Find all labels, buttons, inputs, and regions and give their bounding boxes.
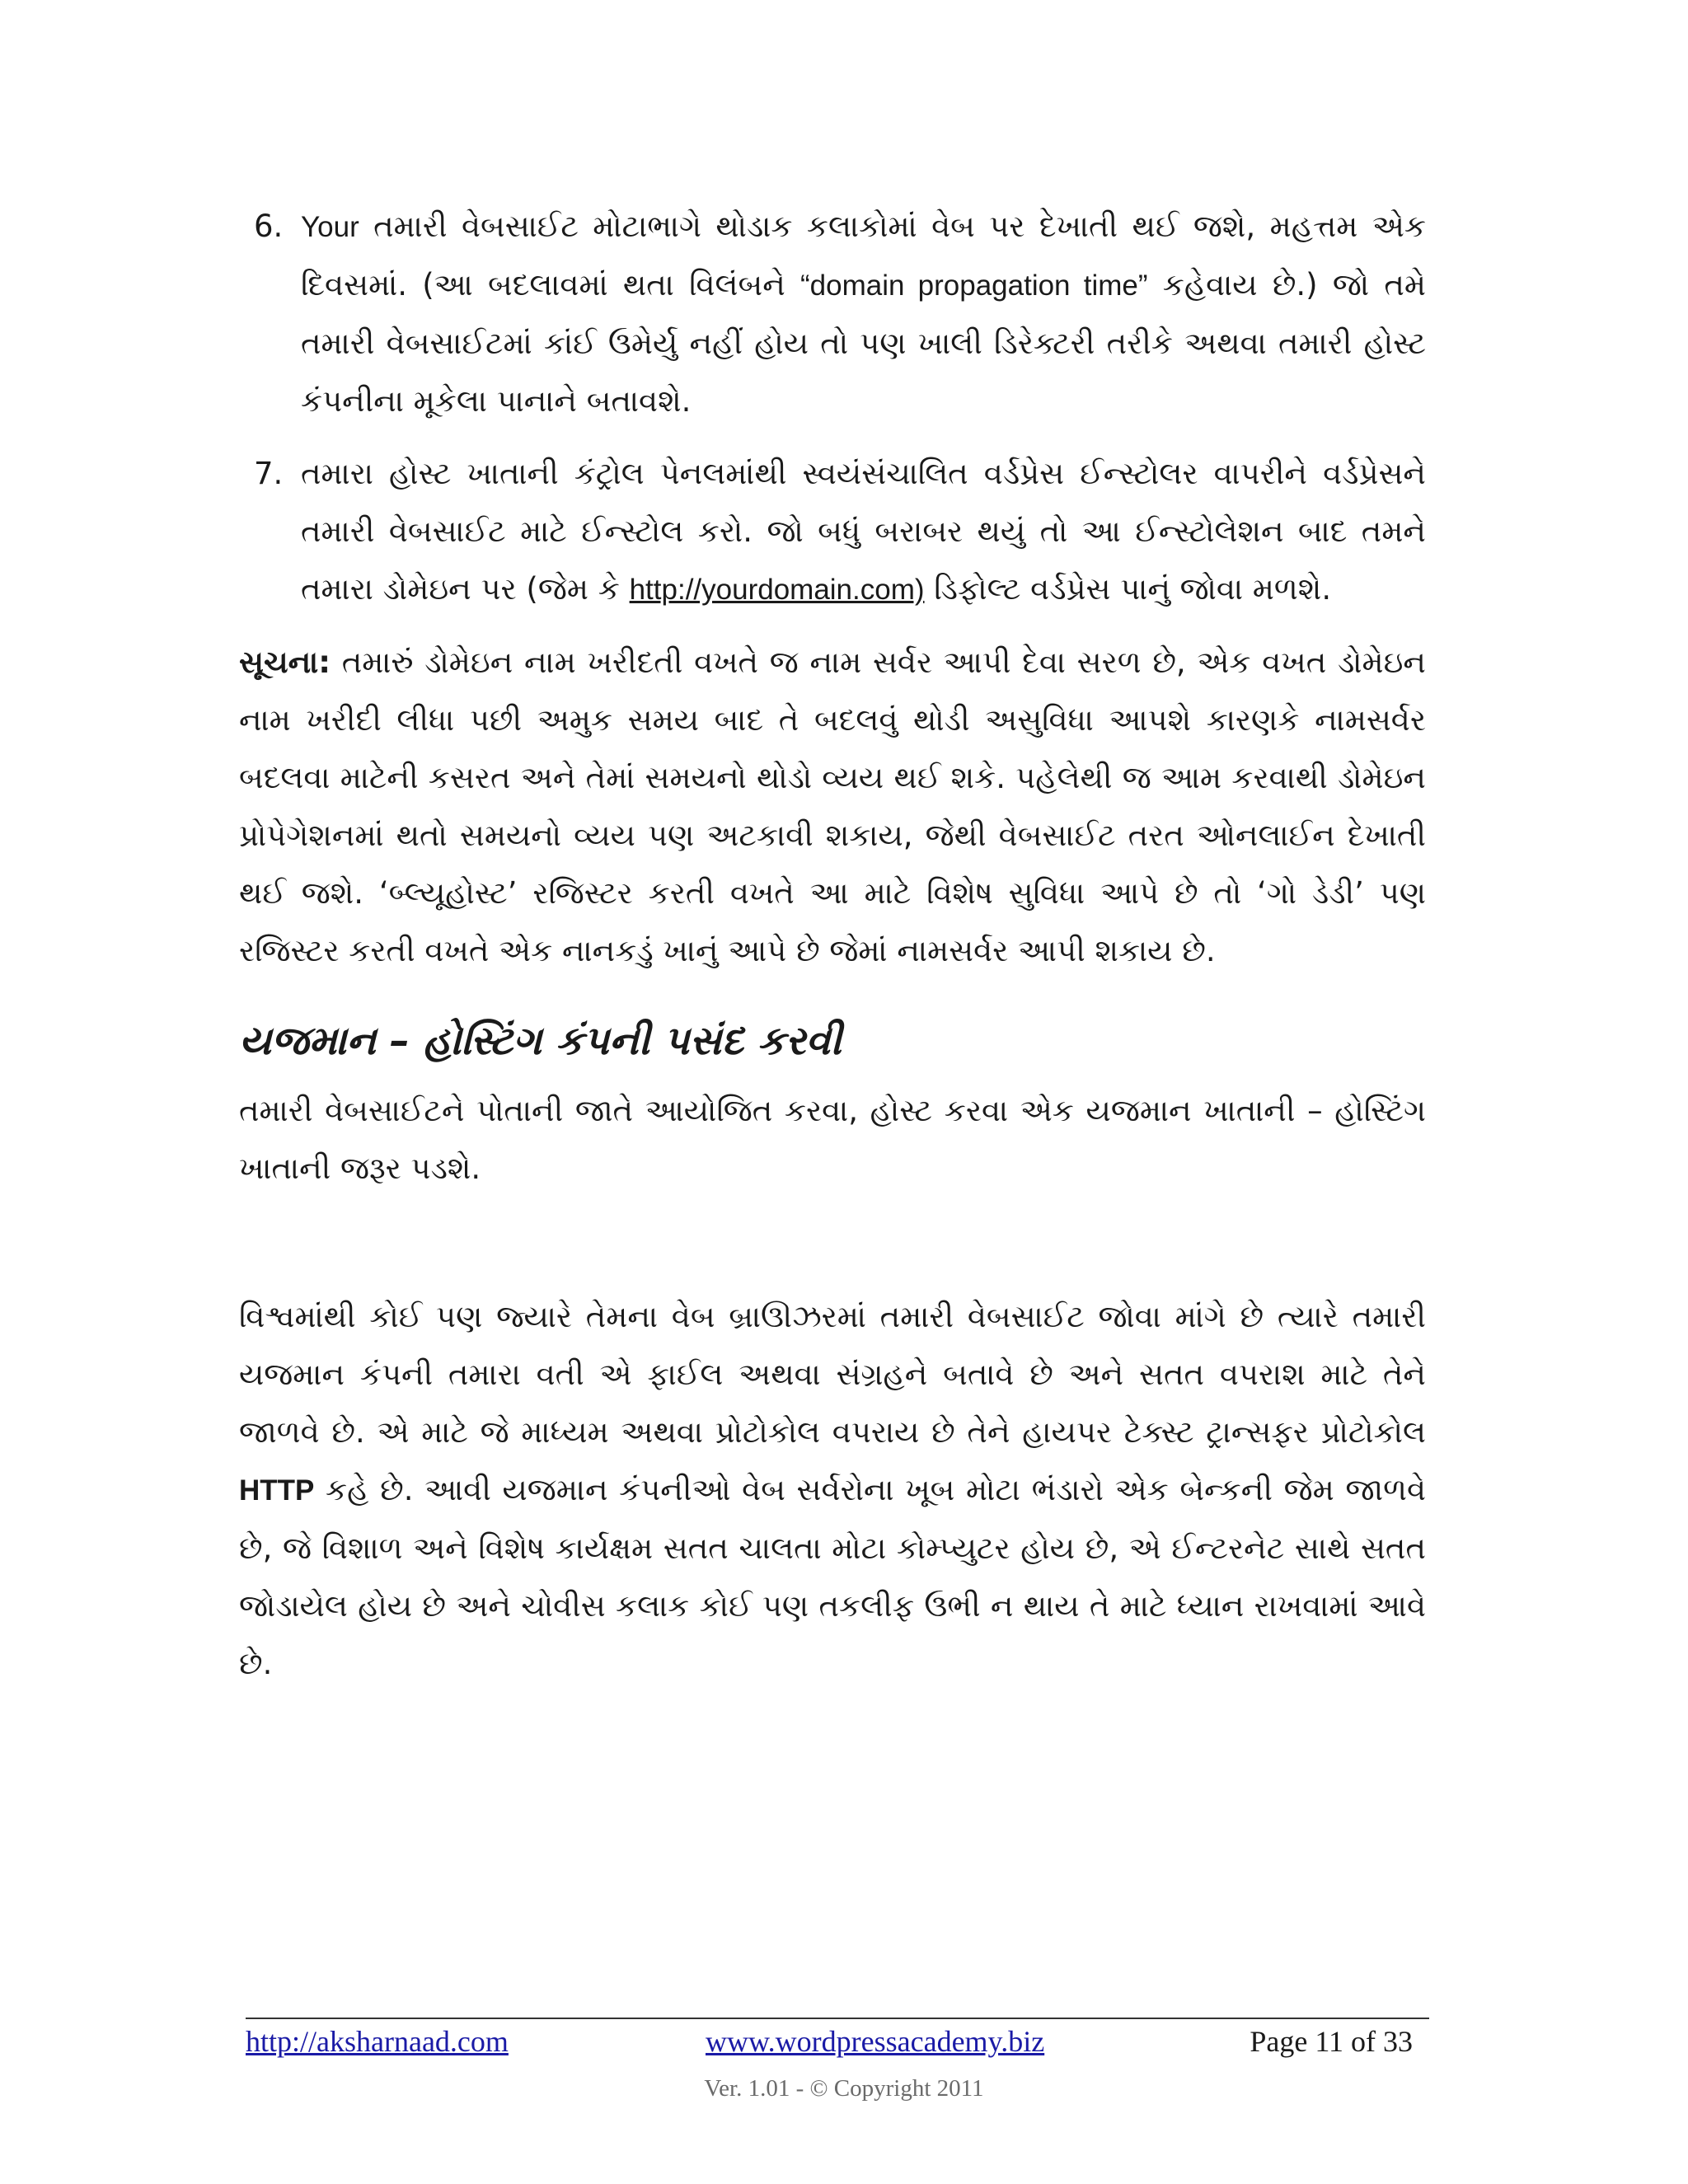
- list-item-7: [239, 445, 1426, 619]
- list-text: ડિફોલ્ટ વર્ડપ્રેસ પાનું જોવા મળશે.: [924, 571, 1332, 607]
- note-text: તમારું ડોમેઇન નામ ખરીદતી વખતે જ નામ સર્વર આપી દેવા સરળ છે, એક વખત ડોમેઇન નામ ખરીદી લીધા પછી અમુક સમય બાદ તે બદલવું થોડી અસુવિધા આપશે કારણકે નામસર્વર બદલવા માટેની કસરત અને તેમાં સમયનો થોડો વ્યય થઈ શકે. પહેલેથી જ આમ કરવાથી ડોમેઇન પ્રોપેગેશનમાં થતો સમયનો વ્યય પણ અટકાવી શકાય, જેથી વેબસાઈટ તરત ઓનલાઈન દેખાતી થઈ જશે. ‘બ્લ્યૂહોસ્ટ’ રજિસ્ટર કરતી વખતે આ માટે વિશેષ સુવિધા આપે છે તો ‘ગો ડેડી’ પણ રજિસ્ટર કરતી વખતે એક નાનકડું ખાનું આપે છે જેમાં નામસર્વર આપી શકાય છે.: [239, 644, 1426, 968]
- footer-link-wordpressacademy[interactable]: www.wordpressacademy.biz: [706, 2025, 1045, 2058]
- list-item-6: [239, 198, 1426, 430]
- footer-divider: [246, 2018, 1429, 2019]
- hosting-paragraph: [239, 1288, 1426, 1693]
- list-text: તમારી વેબસાઈટ મોટાભાગે થોડાક કલાકોમાં વેબ પર દેખાતી થઈ જશે, મહત્તમ એક દિવસમાં. (આ બદલાવમાં થતા વિલંબને: [301, 209, 1426, 302]
- page-content: [239, 198, 1426, 1708]
- list-text: તમારા હોસ્ટ ખાતાની કંટ્રોલ પેનલમાંથી સ્વયંસંચાલિત વર્ડપ્રેસ ઈન્સ્ટોલર વાપરીને વર્ડપ્રેસને તમારી વેબસાઈટ માટે ઈન્સ્ટોલ કરો. જો બધું બરાબર થયું તો આ ઈન્સ્ટોલેશન બાદ તમને તમારા ડોમેઇન પર (જેમ કે: [301, 456, 1426, 607]
- list-text-latin: Your: [301, 211, 359, 243]
- list-number: 6.: [254, 209, 284, 244]
- example-domain-link[interactable]: http://yourdomain.com): [629, 574, 925, 606]
- quoted-term: “domain propagation time”: [800, 269, 1148, 302]
- list-text: કહેવાય છે.) જો તમે તમારી વેબસાઈટમાં કાંઈ ઉમેર્યુ નહીં હોય તો પણ ખાલી ડિરેક્ટરી તરીકે અથવા તમારી હોસ્ટ કંપનીના મૂકેલા પાનાને બતાવશે.: [301, 267, 1426, 419]
- paragraph-text: વિશ્વમાંથી કોઈ પણ જ્યારે તેમના વેબ બ્રાઊઝરમાં તમારી વેબસાઈટ જોવા માંગે છે ત્યારે તમારી યજમાન કંપની તમારા વતી એ ફાઈલ અથવા સંગ્રહને બતાવે છે અને સતત વપરાશ માટે તેને જાળવે છે. એ માટે જે માધ્યમ અથવા પ્રોટોકોલ વપરાય છે તેને હાયપર ટેક્સ્ટ ટ્રાન્સફર પ્રોટોકોલ: [239, 1299, 1426, 1450]
- footer-link-aksharnaad[interactable]: http://aksharnaad.com: [246, 2025, 509, 2058]
- intro-paragraph: તમારી વેબસાઈટને પોતાની જાતે આયોજિત કરવા, હોસ્ટ કરવા એક યજમાન ખાતાની – હોસ્ટિંગ ખાતાની જરૂર પડશે.: [239, 1093, 1426, 1186]
- paragraph-text: કહે છે. આવી યજમાન કંપનીઓ વેબ સર્વરોના ખૂબ મોટા ભંડારો એક બેન્કની જેમ જાળવે છે, જે વિશાળ અને વિશેષ કાર્યક્ષમ સતત ચાલતા મોટા કોમ્પ્યુટર હોય છે, એ ઈન્ટરનેટ સાથે સતત જોડાયેલ હોય છે અને ચોવીસ કલાક કોઈ પણ તકલીફ ઉભી ન થાય તે માટે ધ્યાન રાખવામાં આવે છે.: [239, 1472, 1426, 1681]
- note-label: સૂચના:: [239, 644, 331, 680]
- page-number: Page 11 of 33: [1250, 2025, 1413, 2058]
- note-paragraph: [239, 634, 1426, 980]
- list-number: 7.: [254, 456, 284, 491]
- section-heading: યજમાન – હોસ્ટિંગ કંપની પસંદ કરવી: [239, 1018, 842, 1064]
- version-copyright: Ver. 1.01 - © Copyright 2011: [704, 2075, 984, 2102]
- spacer: [239, 1212, 1426, 1288]
- http-term: HTTP: [239, 1474, 315, 1507]
